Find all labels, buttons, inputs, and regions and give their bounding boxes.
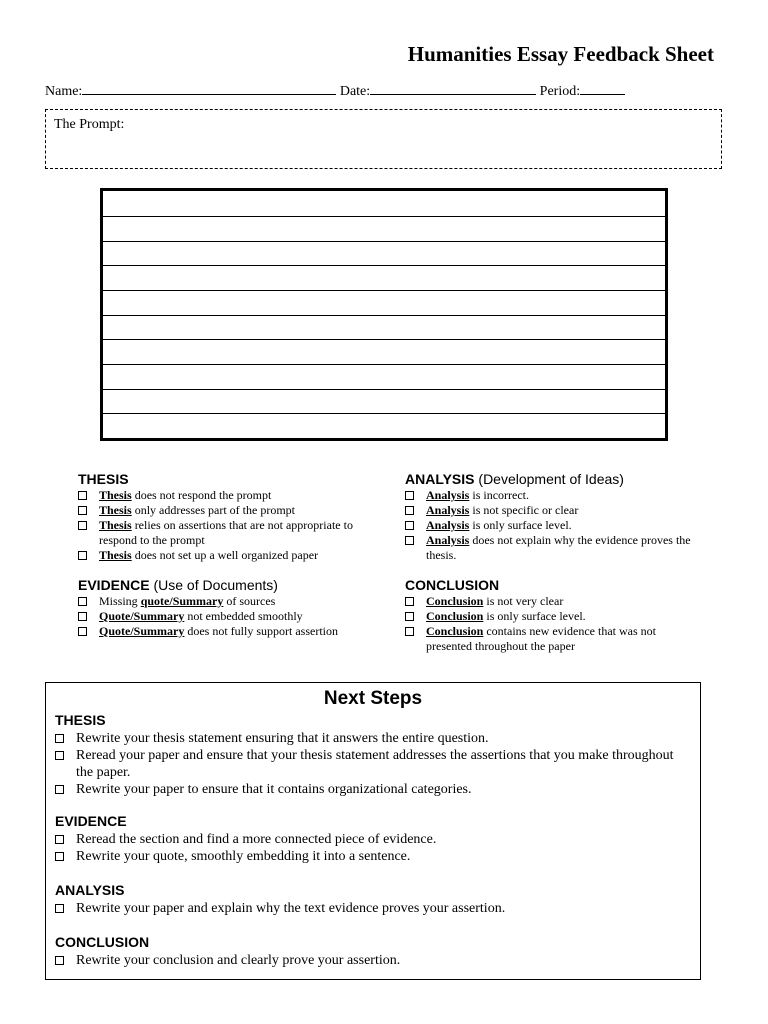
- checkbox[interactable]: [55, 835, 64, 844]
- checkbox[interactable]: [55, 734, 64, 743]
- criteria-text: not embedded smoothly: [184, 609, 303, 623]
- checkbox[interactable]: [405, 491, 414, 500]
- criteria-item: [405, 503, 720, 518]
- keyword: Conclusion: [426, 609, 484, 623]
- criteria-text: is not specific or clear: [469, 503, 579, 517]
- keyword: quote/Summary: [140, 594, 224, 608]
- heading-bold: ANALYSIS: [405, 471, 475, 487]
- period-label: Period:: [539, 84, 581, 99]
- next-steps-thesis-heading: THESIS: [55, 712, 106, 728]
- criteria-text: does not respond the prompt: [131, 488, 272, 502]
- writing-line: [103, 315, 665, 316]
- criteria-item: [405, 518, 720, 533]
- criteria-text: is only surface level.: [469, 518, 572, 532]
- checkbox[interactable]: [78, 627, 87, 636]
- keyword: Analysis: [426, 488, 470, 502]
- next-steps-analysis-heading: ANALYSIS: [55, 882, 125, 898]
- next-step-item: [55, 781, 685, 798]
- next-step-text: Rewrite your conclusion and clearly prove your assertion.: [76, 953, 401, 968]
- next-steps-conclusion: [55, 934, 685, 969]
- criteria-text: is not very clear: [483, 594, 564, 608]
- criteria-evidence: [78, 578, 378, 639]
- date-label: Date:: [339, 84, 371, 99]
- criteria-item: [78, 488, 378, 503]
- criteria-item: [78, 518, 378, 548]
- keyword: Analysis: [426, 533, 470, 547]
- next-step-text: Reread your paper and ensure that your thesis statement addresses the assertions that you make throughout the paper.: [76, 748, 674, 780]
- keyword: Quote/Summary: [99, 624, 185, 638]
- criteria-text: only addresses part of the prompt: [131, 503, 295, 517]
- period-field[interactable]: [580, 82, 625, 95]
- criteria-conclusion-heading: CONCLUSION: [405, 577, 500, 593]
- next-steps-thesis: [55, 712, 685, 798]
- checkbox[interactable]: [405, 627, 414, 636]
- criteria-item: [405, 594, 720, 609]
- criteria-conclusion: [405, 578, 720, 654]
- criteria-item: [405, 488, 720, 503]
- checkbox[interactable]: [405, 536, 414, 545]
- criteria-text: contains new evidence that was not presented throughout the paper: [426, 624, 656, 653]
- next-step-item: [55, 848, 685, 865]
- writing-line: [103, 389, 665, 390]
- keyword: Analysis: [426, 518, 470, 532]
- criteria-item: [78, 594, 378, 609]
- next-steps-analysis: [55, 882, 685, 917]
- checkbox[interactable]: [78, 491, 87, 500]
- next-steps-conclusion-heading: CONCLUSION: [55, 934, 150, 950]
- next-step-item: [55, 730, 685, 747]
- keyword: Thesis: [99, 518, 132, 532]
- checkbox[interactable]: [55, 956, 64, 965]
- criteria-analysis-heading: [405, 472, 720, 487]
- checkbox[interactable]: [405, 597, 414, 606]
- criteria-text: relies on assertions that are not appropriate to respond to the prompt: [99, 518, 353, 547]
- date-field[interactable]: [370, 82, 536, 95]
- keyword: Analysis: [426, 503, 470, 517]
- checkbox[interactable]: [78, 551, 87, 560]
- checkbox[interactable]: [78, 597, 87, 606]
- next-step-text: Rewrite your thesis statement ensuring that it answers the entire question.: [76, 731, 489, 746]
- keyword: Conclusion: [426, 594, 484, 608]
- next-step-text: Reread the section and find a more connected piece of evidence.: [76, 832, 437, 847]
- heading-bold: EVIDENCE: [78, 577, 150, 593]
- page-title: Humanities Essay Feedback Sheet: [407, 42, 714, 66]
- prompt-label: The Prompt:: [54, 117, 125, 132]
- writing-line: [103, 265, 665, 266]
- prompt-box[interactable]: [45, 109, 722, 169]
- next-steps-evidence: [55, 813, 685, 865]
- criteria-item: [405, 609, 720, 624]
- checkbox[interactable]: [78, 612, 87, 621]
- writing-line: [103, 339, 665, 340]
- criteria-text: Missing: [99, 594, 141, 608]
- keyword: Thesis: [99, 548, 132, 562]
- criteria-text: of sources: [223, 594, 276, 608]
- heading-rest: (Use of Documents): [149, 577, 278, 593]
- next-step-text: Rewrite your paper to ensure that it contains organizational categories.: [76, 782, 472, 797]
- criteria-thesis-heading: THESIS: [78, 471, 129, 487]
- checkbox[interactable]: [55, 904, 64, 913]
- criteria-text: is incorrect.: [469, 488, 530, 502]
- next-step-item: [55, 747, 685, 781]
- checkbox[interactable]: [405, 612, 414, 621]
- criteria-text: does not fully support assertion: [184, 624, 338, 638]
- criteria-text: is only surface level.: [483, 609, 586, 623]
- criteria-thesis: [78, 472, 378, 563]
- next-step-text: Rewrite your paper and explain why the text evidence proves your assertion.: [76, 901, 506, 916]
- criteria-analysis: [405, 472, 720, 563]
- checkbox[interactable]: [405, 521, 414, 530]
- checkbox[interactable]: [405, 506, 414, 515]
- criteria-item: [405, 533, 720, 563]
- checkbox[interactable]: [78, 506, 87, 515]
- criteria-item: [78, 503, 378, 518]
- criteria-item: [405, 624, 720, 654]
- next-step-item: [55, 952, 685, 969]
- writing-line: [103, 290, 665, 291]
- checkbox[interactable]: [55, 751, 64, 760]
- name-field[interactable]: [82, 82, 336, 95]
- next-step-text: Rewrite your quote, smoothly embedding it into a sentence.: [76, 849, 411, 864]
- writing-lines-box[interactable]: [100, 188, 668, 441]
- student-info-line: [45, 82, 725, 100]
- heading-rest: (Development of Ideas): [474, 471, 624, 487]
- criteria-item: [78, 548, 378, 563]
- criteria-item: [78, 609, 378, 624]
- name-label: Name:: [45, 84, 83, 99]
- next-step-item: [55, 831, 685, 848]
- keyword: Quote/Summary: [99, 609, 185, 623]
- keyword: Conclusion: [426, 624, 484, 638]
- criteria-evidence-heading: [78, 578, 378, 593]
- keyword: Thesis: [99, 488, 132, 502]
- writing-line: [103, 216, 665, 217]
- next-steps-box: [45, 682, 701, 980]
- writing-line: [103, 413, 665, 414]
- checkbox[interactable]: [55, 852, 64, 861]
- next-steps-evidence-heading: EVIDENCE: [55, 813, 127, 829]
- checkbox[interactable]: [78, 521, 87, 530]
- criteria-item: [78, 624, 378, 639]
- writing-line: [103, 364, 665, 365]
- next-step-item: [55, 900, 685, 917]
- writing-line: [103, 241, 665, 242]
- keyword: Thesis: [99, 503, 132, 517]
- next-steps-title: Next Steps: [323, 688, 423, 709]
- criteria-text: does not set up a well organized paper: [131, 548, 319, 562]
- checkbox[interactable]: [55, 785, 64, 794]
- criteria-text: does not explain why the evidence proves the thesis.: [426, 533, 691, 562]
